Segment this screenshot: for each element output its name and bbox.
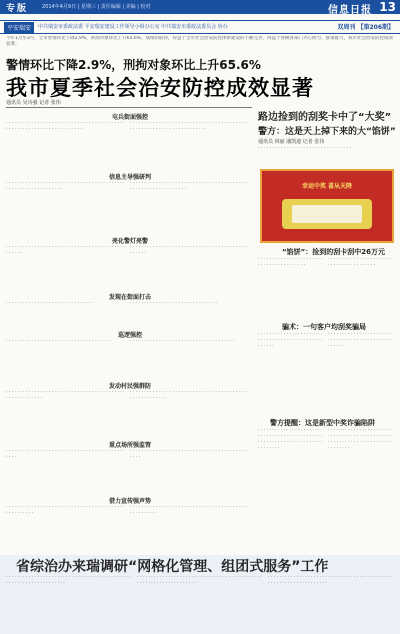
column-tag: 平安瑞安 (4, 22, 34, 33)
article-text: · · · · · · · · · · · · · · · · · · · · · · · · · · · · · · · · · · · · · · · · · · · · · · · · · · · · · · · (130, 390, 249, 401)
right-kicker: 路边捡到的刮奖卡中了“大奖” (258, 112, 392, 123)
lead-paragraph: 今年1月至3月，全市警情环比下降2.9%，刑拘对象环比上升65.6%。成绩的取得，得益于全市社会治安防控体系建设的不断完善，得益于各级各部门齐心协力、群策群力，我市社会治安防控成效显著。 (6, 36, 393, 47)
article-text: · · · · · · · · · · · · · · · · · · · · · · · · · · · · · · · · · · · · · · · · (328, 257, 393, 268)
right-section-heading: 警方提醒：这是新型中奖诈骗陷阱 (270, 419, 375, 427)
divider (6, 107, 252, 108)
article-text: · · · · · · · · · · · · · · · · · · · · · · · · · · · · · · · · · · · · · · · · · · · · · · · · · · · · · · · · · · · · · · (6, 181, 125, 192)
section-heading: 亮化警灯亮警 (111, 238, 148, 245)
article-text: · · · · · · · · · · · · · · · · · · · · · · · · · · · · · · · · · · · · · · · · · · · · · · · · · · · · · · · · · · · · · · · · · (268, 575, 393, 586)
right-headline: 警方：这是天上掉下来的大“馅饼” (258, 127, 396, 137)
section-heading: 重点场所强监管 (108, 442, 151, 449)
article-text: · · · · · · · · · · · · · · · · · · · · · · · · · · · · · · · · · · · · · · · · · · · · · · · · · · · · · · · · · · · · · · · · · · · · · · · · · · · · · (258, 428, 323, 451)
issue-meta: 2014年4月9日 | 星期三 | 责任编辑 | 美编 | 校对 (42, 4, 151, 10)
article-text: · · · · · · · · · · · · · · · · · · · · · · · · · · · · · · · · · · · · · (130, 339, 235, 344)
right-section-heading: “馅饼”：捡到的刮卡刮中26万元 (282, 248, 385, 256)
article-text: · · · · · · · · · · · · · · · · · · · · · · · · · · · · · · · · · · · · · · · · · · · · · · · · · · · · (6, 505, 125, 516)
article-text: · · · · · · · · · · · · · · · · · · · · · · · · · · · · · · · (6, 301, 94, 306)
right-byline: 通讯员 林丽 潘凯迪 记者 张伟 (258, 139, 325, 145)
main-byline: 通讯员 吴诗强 记者 张伟 (6, 100, 61, 106)
scratch-area-icon (292, 205, 362, 223)
masthead-bar (0, 0, 400, 14)
section-heading: 发现在街面打击 (108, 294, 151, 301)
column-sponsor: 中共瑞安市委政法委 平安瑞安建设工作领导小组办公室 中共瑞安市委政法委员会 协办 (38, 24, 228, 30)
bottom-headline: 省综治办来瑞调研“网格化管理、组团式服务”工作 (16, 559, 329, 575)
section-heading: 借力宣传强声势 (108, 498, 151, 505)
section-heading: 发动村民强群防 (108, 383, 151, 390)
article-text: · · · · · · · · · · · · · · · · · · · · · · · · · · · · · · · · · · · · · · · · · · · · · · · · (130, 245, 249, 256)
page-number: 13 (379, 0, 396, 14)
article-text: · · · · · · · · · · · · · · · · · · · · · · · · · · · · · · · · · · · · · · · · · · · · · · · · · · · · (328, 332, 393, 349)
article-text: · · · · · · · · · · · · · · · · · · · · · · · · · · · · · · · · · · · · · (6, 339, 111, 344)
article-text: · · · · · · · · · · · · · · · · · · · · · · · · · · · · · · · · · · · · · · · · · · · · · · · · · · · · · · · · · · · · · · · · · · · · · (130, 121, 249, 132)
article-text: · · · · · · · · · · · · · · · · · · · · · · · · · · · · · · · · · · · · · · · · · · · · · · · · · · · · · · · (6, 390, 125, 401)
section-heading: 巡逻强控 (117, 332, 142, 339)
right-intro: · · · · · · · · · · · · · · · · · · · · · · · · · · · · · · · · · (258, 146, 351, 151)
lottery-card-photo (260, 169, 394, 243)
right-section-heading: 骗术：一句客户均刮奖骗局 (282, 323, 366, 331)
section-heading: 信息主导强研判 (108, 174, 151, 181)
section-badge: 专版 (6, 4, 29, 14)
article-text: · · · · · · · · · · · · · · · · · · · · · · · · · · · · · · · · · · · · · · · · · · · · · · (130, 449, 249, 460)
article-text: · · · · · · · · · · · · · · · · · · · · · · · · · · · · · · · · · · · · · · · · · · · · · · · · · · · · (130, 505, 249, 516)
main-headline: 我市夏季社会治安防控成效显著 (6, 76, 314, 100)
article-text: · · · · · · · · · · · · · · · · · · · · · · · · · · · · · · · · · · · · · · · · · · · · · · · · · · · · · · · · · · · · · · · · · (6, 575, 131, 586)
article-text: · · · · · · · · · · · · · · · · · · · · · · · · · · · · · · · · · · · · · · · · · · · · · · · · · · · · · · · · · · · · · · · · · · · · · (6, 121, 125, 132)
article-text: · · · · · · · · · · · · · · · · · · · · · · · · · · · · · · · · · · · · · · · · · · · · · · · · · · · · (258, 332, 323, 349)
newspaper-brand: 信息日报 (328, 5, 372, 16)
article-text: · · · · · · · · · · · · · · · · · · · · · · · · · · · · · · · · · · · · · · · · · · · · · · · · · · · · · · · · · · · · · · · · · · · · · · · · · · · · · (328, 428, 393, 451)
main-kicker: 警情环比下降2.9%，刑拘对象环比上升65.6% (6, 58, 261, 72)
issue-number: 双周刊 【第206期】 (337, 24, 394, 31)
article-text: · · · · · · · · · · · · · · · · · · · · · · · · · · · · · · · · · · · · · · · · · · · · · · · · · · · · · · · · · · · · · · · · · (137, 575, 262, 586)
photo-label: 幸运中奖 喜从天降 (301, 183, 353, 190)
article-text: · · · · · · · · · · · · · · · · · · · · · · · · · · · · · · · · · · · · · · · · · · · · · · · · (6, 245, 125, 256)
column-banner (0, 20, 400, 34)
article-text: · · · · · · · · · · · · · · · · · · · · · · · · · · · · · · · · · · · · · · · · (258, 257, 323, 268)
article-text: · · · · · · · · · · · · · · · · · · · · · · · · · · · · · · · · · · · · · · · · · · · · · · (6, 449, 125, 460)
section-heading: 屯兵街面强控 (111, 114, 148, 121)
article-text: · · · · · · · · · · · · · · · · · · · · · · · · · · · · · · · · · · · · · · · · · · · · · · · · · · · · · · · · · · · · · · (130, 181, 249, 192)
article-text: · · · · · · · · · · · · · · · · · · · · · · · · · · · · · · · (130, 301, 218, 306)
